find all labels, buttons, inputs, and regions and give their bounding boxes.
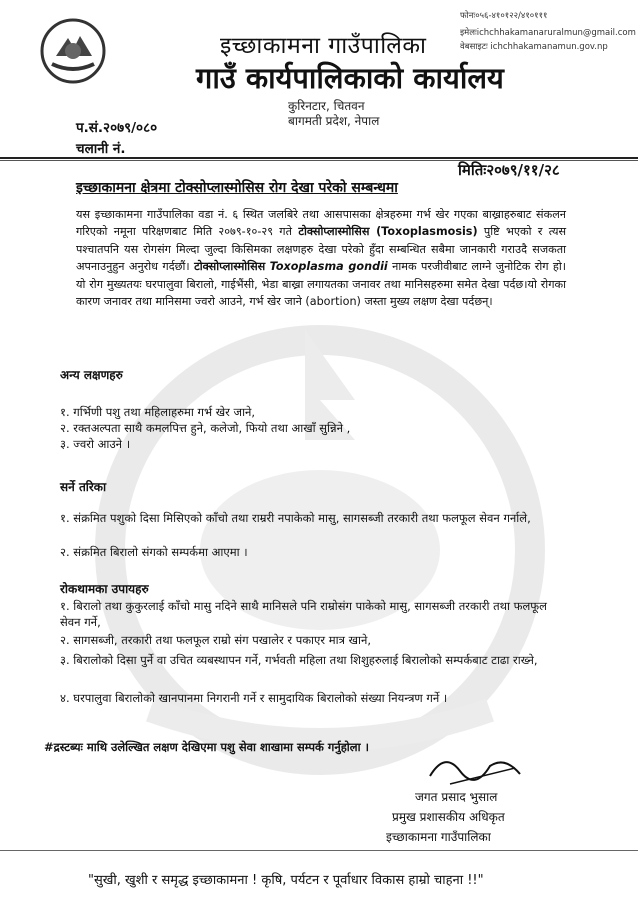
symptoms-title: अन्य लक्षणहरु bbox=[60, 368, 123, 382]
prevention-title: रोकथामका उपायहरु bbox=[60, 582, 149, 596]
parasite-name-term: Toxoplasma gondii bbox=[269, 260, 388, 274]
transmission-item: १. संक्रमित पशुको दिसा मिसिएको काँचो तथा राम्ररी नपाकेको मासु, सागसब्जी तरकारी तथा फलफूल सेवन गर्नाले, bbox=[60, 511, 531, 525]
letter-subject: इच्छाकामना क्षेत्रमा टोक्सोप्लास्मोसिस रोग देखा परेको सम्बन्धमा bbox=[76, 180, 398, 196]
body-text-3: नामक परजीवीबाट लाग्ने जुनोटिक रोग हो। यो रोग मुख्यतयः घरपालुवा बिरालो, गाईभैंसी, भेडा बाख्रा लगायतका जनावर तथा मानिसहरुमा समेत देखा पर्दछ।यो रोगका कारण जनावर तथा मानिसमा ज्वरो आउने, गर्भ खेर जाने (abortion) जस्ता मुख्य लक्षण देखा पर्दछन्। bbox=[76, 260, 567, 309]
signatory-org: इच्छाकामना गाउँपालिका bbox=[386, 830, 491, 844]
symptom-item: २. रक्तअल्पता साथै कमलपित्त हुने, कलेजो, फियो तथा आखाँ सुन्निने , bbox=[60, 421, 351, 435]
government-emblem-logo bbox=[38, 16, 108, 86]
prevention-item: २. सागसब्जी, तरकारी तथा फलफूल राम्रो संग पखालेर र पकाएर मात्र खाने, bbox=[60, 633, 372, 647]
letter-date: मितिः२०७९/११/२८ bbox=[458, 161, 560, 179]
reference-number: प.सं.२०७९/०८० bbox=[76, 120, 158, 136]
disease-name-term: टोक्सोप्लास्मोसिस (Toxoplasmosis) bbox=[298, 225, 478, 239]
body-paragraph bbox=[76, 206, 566, 310]
symptom-item: ३. ज्वरो आउने । bbox=[60, 437, 131, 451]
website-address: वेबसाइटः ichchhakamanamun.gov.np bbox=[460, 42, 608, 52]
prevention-item: ३. बिरालोको दिसा पुर्ने वा उचित व्यबस्थापन गर्ने, गर्भवती महिला तथा शिशुहरुलाई बिरालोको सम्पर्कबाट टाढा राख्ने, bbox=[60, 653, 538, 667]
org-name: इच्छाकामना गाउँपालिका bbox=[220, 33, 427, 59]
email-address: इमेलःichchhakamanaruralmun@gmail.com bbox=[460, 28, 636, 38]
header-divider bbox=[0, 157, 638, 159]
address-line-2: बागमती प्रदेश, नेपाल bbox=[288, 114, 380, 128]
address-line-1: कुरिनटार, चितवन bbox=[288, 99, 365, 113]
footer-slogan: "सुखी, खुशी र समृद्ध इच्छाकामना ! कृषि, पर्यटन र पूर्वाधार विकास हाम्रो चाहना !!" bbox=[88, 873, 484, 888]
dispatch-number: चलानी नं. bbox=[76, 141, 126, 157]
prevention-item: १. बिरालो तथा कुकुरलाई काँचो मासु नदिने साथै मानिसले पनि राम्रोसंग पाकेको मासु, सागसब्जी तरकारी तथा फलफूल सेवन गर्ने, bbox=[60, 599, 547, 629]
nepal-emblem-watermark bbox=[70, 290, 570, 780]
disease-name-term-2: टोक्सोप्लास्मोसिस bbox=[194, 260, 266, 274]
body-text-1: यस इच्छाकामना गाउँपालिका वडा नं. ६ स्थित जलबिरे तथा आसपासका क्षेत्रहरुमा गर्भ खेर गएका बाख्राहरुबाट संकलन गरिएको नमूना परिक्षणबाट मिति २०७९-१०-२९ गते bbox=[76, 208, 566, 239]
footer-divider bbox=[0, 850, 638, 851]
footnote: #द्रस्टब्यः माथि उलेल्खित लक्षण देखिएमा पशु सेवा शाखामा सम्पर्क गर्नुहोला । bbox=[44, 740, 369, 754]
phone-number: फोनः०५६-४१०१२२/४१०१११ bbox=[460, 11, 548, 21]
symptom-item: १. गर्भिणी पशु तथा महिलाहरुमा गर्भ खेर जाने, bbox=[60, 405, 256, 419]
signatory-name: जगत प्रसाद भुसाल bbox=[415, 790, 498, 804]
office-name: गाउँ कार्यपालिकाको कार्यालय bbox=[196, 61, 504, 95]
signatory-title: प्रमुख प्रशासकीय अधिकृत bbox=[392, 810, 505, 824]
body-text-2: पुष्टि भएको र त्यस पश्चातपनि यस रोगसंग मिल्दा जुल्दा किसिमका लक्षणहरु देखा परेको हुँदा सम्बन्धित सबैमा जानकारी गराउदै सजकता अपनाउनुहुन अनुरोध गर्दछौं। bbox=[76, 225, 567, 274]
prevention-item: ४. घरपालुवा बिरालोको खानपानमा निगरानी गर्ने र सामुदायिक बिरालोको संख्या नियन्त्रण गर्ने । bbox=[60, 691, 448, 705]
transmission-title: सर्ने तरिका bbox=[60, 480, 107, 494]
transmission-item: २. संक्रमित बिरालो संगको सम्पर्कमा आएमा । bbox=[60, 545, 248, 559]
